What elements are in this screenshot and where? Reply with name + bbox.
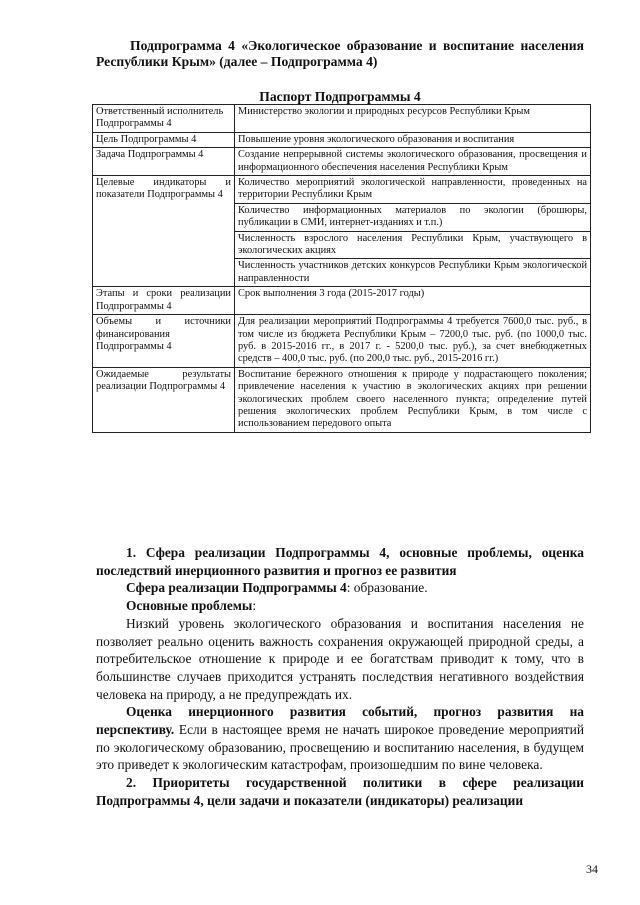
sphere-paragraph [96, 579, 584, 597]
section-1-heading: 1. Сфера реализации Подпрограммы 4, основные проблемы, оценка последствий инерционного развития и прогноз ее развития [96, 545, 584, 578]
table-row [93, 287, 591, 315]
row-label: Ожидаемые результаты реализации Подпрограммы 4 [93, 367, 235, 432]
table-row [93, 176, 591, 204]
problems-colon: : [252, 598, 257, 614]
row-value: Численность взрослого населения Республики Крым, участвующего в экологических акциях [235, 231, 591, 259]
passport-table [92, 104, 591, 433]
row-value: Министерство экологии и природных ресурсов Республики Крым [235, 105, 591, 133]
table-row [93, 105, 591, 133]
problems-paragraph: Низкий уровень экологического образования и воспитания населения не позволяет реально оценить важность сохранения окружающей природной среды, а потребительское отношение к природе и ее богатствам приводит к тому, что в большинстве случаев приходится устранять последствия негативного воздействия человека на природу, а не предупреждать их. [96, 615, 584, 702]
problems-label: Основные проблемы [126, 598, 253, 614]
row-value: Срок выполнения 3 года (2015-2017 годы) [235, 287, 591, 315]
sphere-label: Сфера реализации Подпрограммы 4 [126, 580, 347, 596]
row-value: Воспитание бережного отношения к природе у подрастающего поколения; привлечение населения к участию в экологических акциях при решении экологических проблем своего населенного пункта; определение путей решения экологических проблем Республики Крым, в том числе с использованием передового опыта [235, 367, 591, 432]
passport-heading: Паспорт Подпрограммы 4 [259, 89, 421, 104]
row-value: Количество мероприятий экологической направленности, проведенных на территории Республики Крым [235, 176, 591, 204]
row-value: Создание непрерывной системы экологического образования, просвещения и информационного обеспечения населения Республики Крым [235, 148, 591, 176]
row-label: Объемы и источники финансирования Подпрограммы 4 [93, 315, 235, 368]
subprogram-title: Подпрограмма 4 «Экологическое образование и воспитание населения Республики Крым» (далее – Подпрограмма 4) [96, 38, 584, 69]
row-label: Задача Подпрограммы 4 [93, 148, 235, 176]
forecast-label: Оценка инерционного развития событий, прогноз развития на перспективу. [96, 704, 584, 738]
row-label: Целевые индикаторы и показатели Подпрограммы 4 [93, 176, 235, 287]
row-label: Цель Подпрограммы 4 [93, 132, 235, 147]
table-row [93, 132, 591, 147]
row-value: Для реализации мероприятий Подпрограммы 4 требуется 7600,0 тыс. руб., в том числе из бюджета Республики Крым – 7200,0 тыс. руб. (по 1000,0 тыс. руб. в 2015-2016 гг., в 2017 г. - 5200,0 тыс. руб.), за счет внебюджетных средств – 400,0 тыс. руб. (по 200,0 тыс. руб., 2015-2016 гг.) [235, 315, 591, 368]
row-value: Количество информационных материалов по экологии (брошюры, публикации в СМИ, интернет-изданиях и т.п.) [235, 203, 591, 231]
row-value: Повышение уровня экологического образования и воспитания [235, 132, 591, 147]
row-value: Численность участников детских конкурсов Республики Крым экологической направленности [235, 259, 591, 287]
problems-heading [96, 597, 584, 615]
sphere-value: : образование. [346, 580, 428, 596]
table-row [93, 148, 591, 176]
forecast-paragraph [96, 703, 584, 774]
section-2-heading: 2. Приоритеты государственной политики в сфере реализации Подпрограммы 4, цели задачи и показатели (индикаторы) реализации [96, 775, 584, 808]
page-number: 34 [586, 862, 598, 876]
forecast-text: Если в настоящее время не начать широкое проведение мероприятий по экологическому образованию, просвещению и воспитанию населения, в будущем это приведет к экологическим катастрофам, произошедшим по вине человека. [96, 722, 584, 773]
row-label: Этапы и сроки реализации Подпрограммы 4 [93, 287, 235, 315]
body-text [96, 544, 584, 810]
row-label: Ответственный исполнитель Подпрограммы 4 [93, 105, 235, 133]
table-row [93, 367, 591, 432]
table-row [93, 315, 591, 368]
